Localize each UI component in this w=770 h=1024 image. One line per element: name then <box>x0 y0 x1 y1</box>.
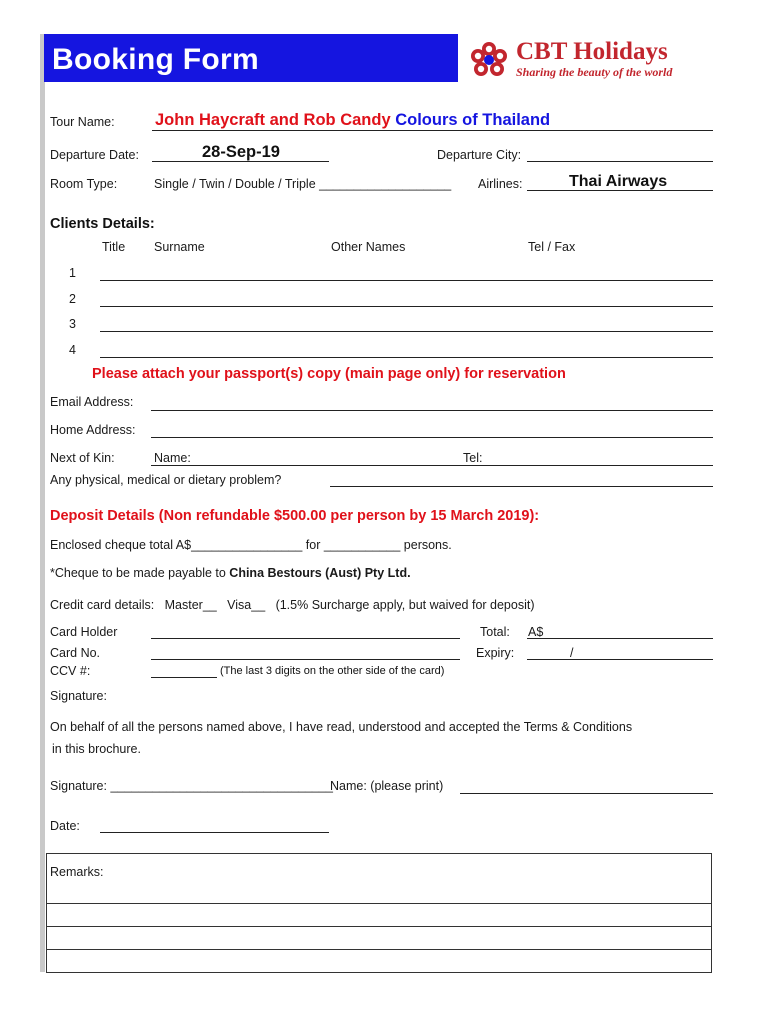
ccv-field[interactable] <box>151 677 217 678</box>
col-surname: Surname <box>154 240 205 254</box>
client-row-line[interactable] <box>100 306 713 307</box>
client-row-number: 1 <box>69 266 76 280</box>
tour-name-field[interactable] <box>152 130 713 131</box>
email-field[interactable] <box>151 410 713 411</box>
print-name-label: Name: (please print) <box>330 779 444 793</box>
cheque-line[interactable]: Enclosed cheque total A$________________ for ___________ persons. <box>50 538 452 552</box>
card-holder-field[interactable] <box>151 638 460 639</box>
next-of-kin-field[interactable] <box>151 465 713 466</box>
home-address-label: Home Address: <box>50 423 136 437</box>
total-field[interactable] <box>527 638 713 639</box>
tour-name-label: Tour Name: <box>50 115 115 129</box>
next-of-kin-label: Next of Kin: <box>50 451 115 465</box>
logo-name: CBT Holidays <box>516 38 668 65</box>
client-row-line[interactable] <box>100 357 713 358</box>
col-tel-fax: Tel / Fax <box>528 240 576 254</box>
client-row-line[interactable] <box>100 331 713 332</box>
flower-logo-icon <box>468 40 510 82</box>
problem-field[interactable] <box>330 486 713 487</box>
tour-name-value <box>155 111 550 130</box>
remarks-row-line <box>47 926 711 927</box>
payable-name: China Bestours (Aust) Pty Ltd. <box>229 566 411 580</box>
expiry-field[interactable] <box>527 659 713 660</box>
tour-name-part1: John Haycraft and Rob Candy <box>155 111 391 129</box>
departure-date-field[interactable] <box>152 161 329 162</box>
declaration-line1: On behalf of all the persons named above, I have read, understood and accepted the Terms & Conditions <box>50 720 633 734</box>
declaration-line2: in this brochure. <box>52 742 141 756</box>
deposit-heading: Deposit Details (Non refundable $500.00 per person by 15 March 2019): <box>50 508 540 524</box>
departure-city-label: Departure City: <box>437 148 522 162</box>
client-row-number: 4 <box>69 343 76 357</box>
airlines-value: Thai Airways <box>569 173 668 190</box>
remarks-box[interactable] <box>46 853 712 973</box>
col-title: Title <box>102 240 126 254</box>
page-title: Booking Form <box>52 43 259 76</box>
problem-label: Any physical, medical or dietary problem? <box>50 473 282 487</box>
room-type-label: Room Type: <box>50 177 118 191</box>
passport-notice: Please attach your passport(s) copy (main page only) for reservation <box>92 366 566 382</box>
card-no-label: Card No. <box>50 646 101 660</box>
cbt-holidays-logo <box>468 38 708 86</box>
kin-name-label: Name: <box>154 451 191 465</box>
client-row-number: 3 <box>69 317 76 331</box>
airlines-field[interactable] <box>527 190 713 191</box>
payable-prefix: *Cheque to be made payable to <box>50 566 230 580</box>
airlines-label: Airlines: <box>478 177 523 191</box>
print-name-field[interactable] <box>460 793 713 794</box>
ccv-label: CCV #: <box>50 664 91 678</box>
home-address-field[interactable] <box>151 437 713 438</box>
expiry-separator: / <box>570 646 574 660</box>
departure-date-value: 28-Sep-19 <box>202 143 280 161</box>
col-other-names: Other Names <box>331 240 406 254</box>
card-signature-label: Signature: <box>50 689 107 703</box>
card-no-field[interactable] <box>151 659 460 660</box>
ccv-note: (The last 3 digits on the other side of the card) <box>220 665 445 677</box>
tour-name-part2: Colours of Thailand <box>395 111 551 129</box>
card-details-line[interactable]: Credit card details: Master__ Visa__ (1.5% Surcharge apply, but waived for deposit) <box>50 598 535 612</box>
remarks-row-line <box>47 949 711 950</box>
expiry-label: Expiry: <box>476 646 515 660</box>
date-field[interactable] <box>100 832 329 833</box>
departure-date-label: Departure Date: <box>50 148 139 162</box>
total-label: Total: <box>480 625 510 639</box>
remarks-row-line <box>47 903 711 904</box>
room-type-options[interactable]: Single / Twin / Double / Triple ___________________ <box>154 177 452 191</box>
logo-tagline: Sharing the beauty of the world <box>516 65 673 79</box>
email-label: Email Address: <box>50 395 134 409</box>
date-label: Date: <box>50 819 80 833</box>
remarks-label: Remarks: <box>50 865 104 879</box>
client-row-line[interactable] <box>100 280 713 281</box>
client-row-number: 2 <box>69 292 76 306</box>
departure-city-field[interactable] <box>527 161 713 162</box>
card-holder-label: Card Holder <box>50 625 118 639</box>
clients-heading: Clients Details: <box>50 216 155 232</box>
kin-tel-label: Tel: <box>463 451 483 465</box>
payable-line <box>50 566 411 580</box>
left-margin-bar <box>40 34 45 972</box>
signature-line[interactable]: Signature: ________________________________ <box>50 779 333 793</box>
total-currency: A$ <box>528 625 544 639</box>
